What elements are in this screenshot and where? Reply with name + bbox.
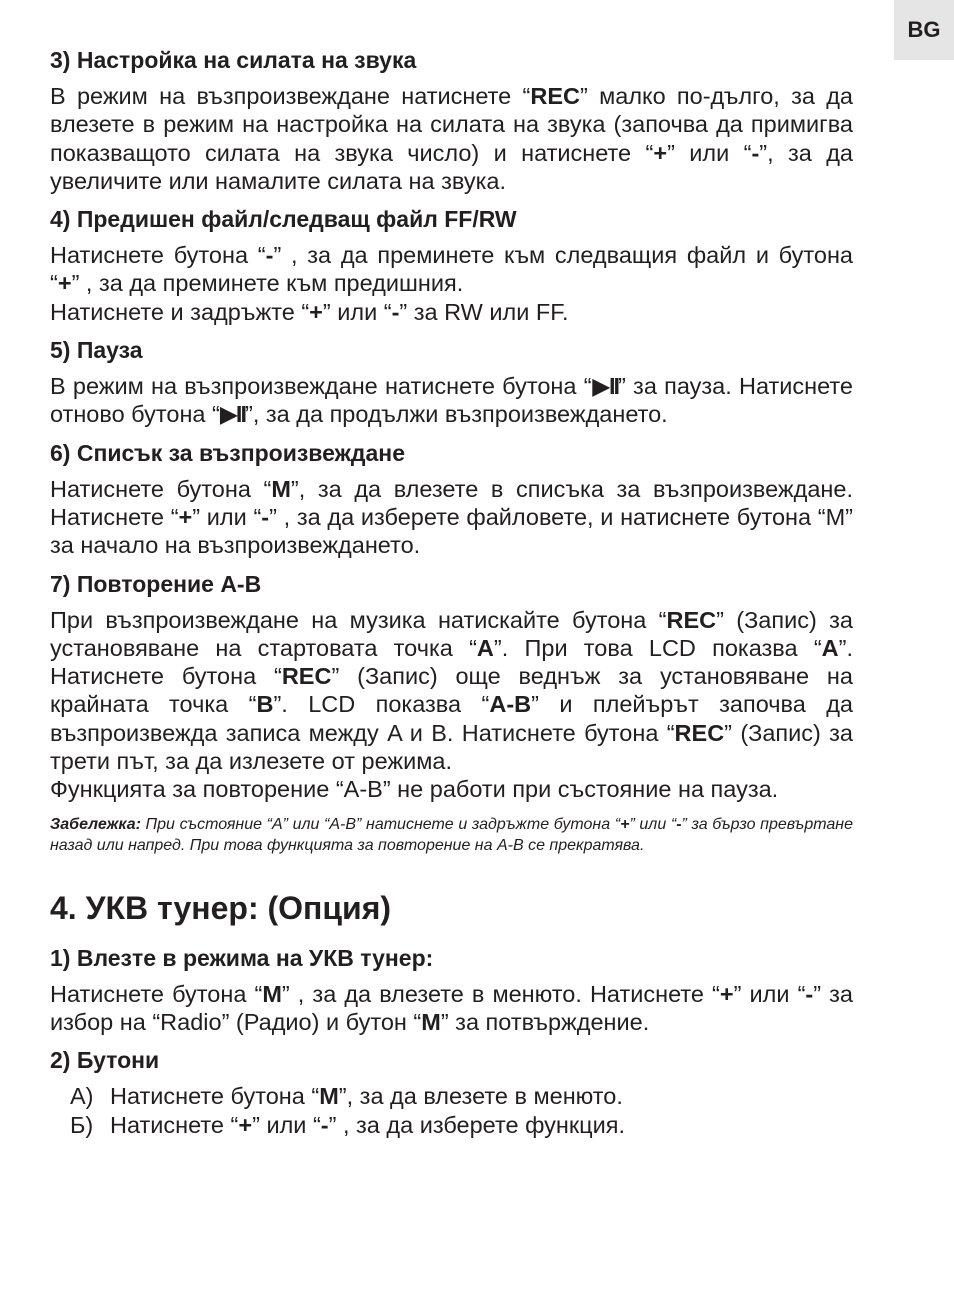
chapter-title: 4. УКВ тунер: (Опция) <box>50 889 392 926</box>
section-title: 4) Предишен файл/следващ файл FF/RW <box>50 206 517 233</box>
section-title: 3) Настройка на силата на звука <box>50 47 417 73</box>
language-code: BG <box>907 17 941 42</box>
page-content <box>50 44 853 1147</box>
section-text: При възпроизвеждане на музика натискайте бутона “REC” (Запис) за установяване на стартовата точка “A”. При това LCD показва “A”. Натиснете бутона “REC” (Запис) още веднъж за установяване на крайната точка “B”. LCD показва “A-B” и плейърът започва да възпроизвежда записа между A и B. Натиснете бутона “REC” (Запис) за трети път, за да излезете от режима. <box>50 606 854 775</box>
section-tuner-buttons <box>50 1044 853 1139</box>
play-pause-icon: ▶II <box>591 373 619 400</box>
section-text: Натиснете бутона “M” , за да влезете в менюто. Натиснете “+” или “-” за избор на “Radio” (Радио) и бутон “M” за потвърждение. <box>50 980 853 1035</box>
play-pause-icon: ▶II <box>219 401 245 428</box>
language-tab <box>894 0 954 60</box>
section-volume <box>50 44 853 195</box>
section-title: 6) Списък за възпроизвеждане <box>50 439 405 466</box>
section-text: В режим на възпроизвеждане натиснете бутона “▶II” за пауза. Натиснете отново бутона “▶II”, за да продължи възпроизвеждането. <box>50 373 853 428</box>
note: Забележка: При състояние “A” или “A-B” натиснете и задръжте бутона “+” или “-” за бързо превъртане назад или напред. При това функцията за повторение на A-B се прекратява. <box>50 815 853 854</box>
section-text: Натиснете бутона “-” , за да преминете към следващия файл и бутона “+” , за да преминете към предишния. Натиснете и задръжте “+” или “-” за RW или FF. <box>50 242 853 325</box>
button-list <box>50 1082 853 1139</box>
list-item: A) Натиснете бутона “M”, за да влезете в менюто. <box>70 1083 623 1110</box>
section-prev-next <box>50 203 853 326</box>
section-title: 2) Бутони <box>50 1047 160 1074</box>
section-tuner-enter <box>50 942 853 1037</box>
section-title: 5) Пауза <box>50 337 143 364</box>
section-title: 1) Влезте в режима на УКВ тунер: <box>50 944 434 971</box>
list-item: Б) Натиснете “+” или “-” , за да изберете функция. <box>70 1111 625 1138</box>
section-playlist <box>50 437 853 560</box>
section-text: В режим на възпроизвеждане натиснете “REC” малко по-дълго, за да влезете в режим на настройка на силата на звука (започва да примигва показващото силата на звука число) и натиснете “+” или “-”, за да увеличите или намалите силата на звука. <box>50 83 853 194</box>
section-title: 7) Повторение A-B <box>50 570 262 597</box>
section-text: Натиснете бутона “M”, за да влезете в списъка за възпроизвеждане. Натиснете “+” или “-” , за да изберете файловете, и натиснете бутона “M” за начало на възпроизвеждането. <box>50 475 854 559</box>
section-repeat-ab <box>50 568 853 856</box>
note-label: Забележка: <box>50 815 141 833</box>
section-text: Функцията за повторение “A-B” не работи при състояние на пауза. <box>50 776 779 803</box>
section-pause <box>50 334 853 429</box>
